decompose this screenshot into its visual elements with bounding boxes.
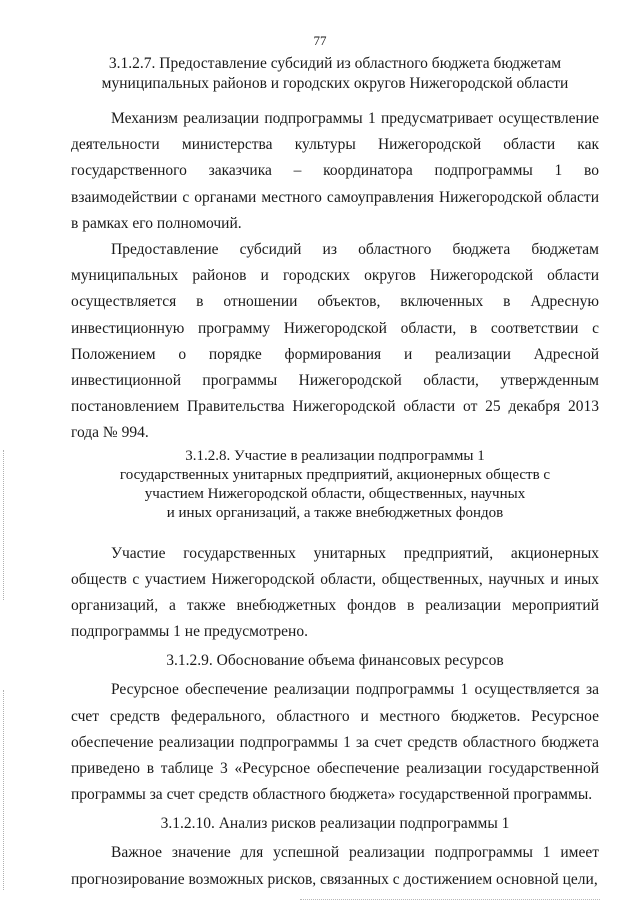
body-paragraph: Важное значение для успешной реализации подпрограммы 1 имеет прогнозирование возможных рисков, связанных с достижением основной цели, [71,844,599,888]
scan-edge-mark [3,450,5,600]
section-heading-line: муниципальных районов и городских округов Нижегородской области [101,75,569,92]
scan-edge-mark [3,690,5,890]
section-heading-line: 3.1.2.9. Обоснование объема финансовых ресурсов [166,652,504,670]
section-heading-line: 3.1.2.7. Предоставление субсидий из областного бюджета бюджетам [108,55,562,72]
page-number: 77 [313,33,327,48]
section-3-1-2-9 [71,651,599,808]
section-heading-line: участием Нижегородской области, общественных, научных [144,485,526,502]
section-heading-line: 3.1.2.8. Участие в реализации подпрограммы 1 [185,447,485,464]
body-paragraph: Механизм реализации подпрограммы 1 предусматривает осуществление деятельности министерства культуры Нижегородской области как государственного заказчика – координатора подпрограммы 1 во взаимодействии с органами местного самоуправления Нижегородской области в рамках его полномочий. [71,110,599,232]
section-3-1-2-7 [71,54,599,447]
section-heading-line: и иных организаций, а также внебюджетных фондов [166,504,504,521]
body-paragraph: Участие государственных унитарных предприятий, акционерных обществ с участием Нижегородской области, общественных, научных и иных организаций, а также внебюджетных фондов в реализации мероприятий подпрограммы 1 не предусмотрено. [71,544,599,641]
body-paragraph: Ресурсное обеспечение реализации подпрограммы 1 осуществляется за счет средств федерального, областного и местного бюджетов. Ресурсное обеспечение реализации подпрограммы 1 за счет средств областного бюджета приведено в таблице 3 «Ресурсное обеспечение реализации государственной программы за счет средств областного бюджета» государственной программы. [71,681,599,804]
section-3-1-2-8 [71,447,599,646]
scan-bottom-mark [300,899,600,901]
document-body [71,54,599,893]
section-3-1-2-10 [71,814,599,892]
section-heading-line: 3.1.2.10. Анализ рисков реализации подпрограммы 1 [160,815,510,833]
section-heading-line: государственных унитарных предприятий, акционерных обществ с [119,466,551,483]
body-paragraph: Предоставление субсидий из областного бюджета бюджетам муниципальных районов и городских округов Нижегородской области осуществляется в отношении объектов, включенных в Адресную инвестиционную программу Нижегородской области, в соответствии с Положением о порядке формирования и реализации Адресной инвестиционной программы Нижегородской области, утвержденным постановлением Правительства Нижегородской области от 25 декабря 2013 года № 994. [71,241,599,442]
